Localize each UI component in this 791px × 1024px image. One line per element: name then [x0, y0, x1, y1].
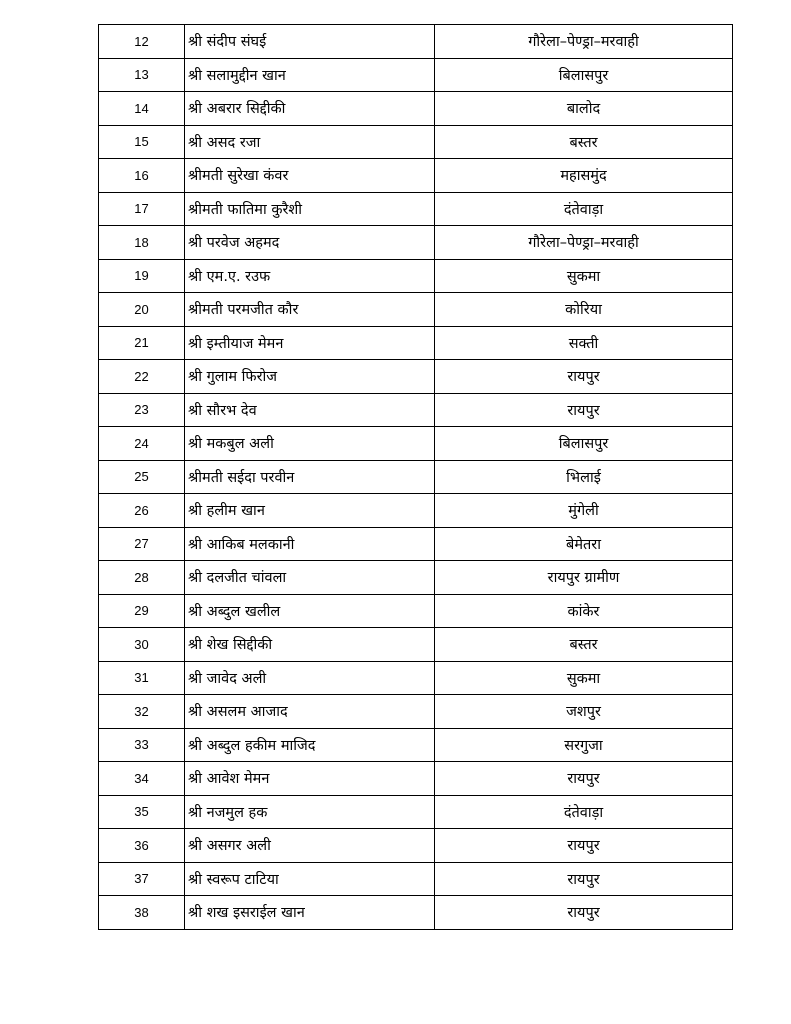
- name-cell: श्री मकबुल अली: [185, 427, 435, 461]
- name-cell: श्री आवेश मेमन: [185, 762, 435, 796]
- table-row: [99, 25, 733, 59]
- serial-number-cell: 33: [99, 728, 185, 762]
- name-cell: श्री इम्तीयाज मेमन: [185, 326, 435, 360]
- name-cell: श्रीमती परमजीत कौर: [185, 293, 435, 327]
- district-cell: सक्ती: [435, 326, 733, 360]
- district-cell: रायपुर ग्रामीण: [435, 561, 733, 595]
- serial-number-cell: 30: [99, 628, 185, 662]
- table-row: [99, 125, 733, 159]
- district-cell: सुकमा: [435, 259, 733, 293]
- district-cell: रायपुर: [435, 829, 733, 863]
- serial-number-cell: 23: [99, 393, 185, 427]
- district-cell: कोरिया: [435, 293, 733, 327]
- serial-number-cell: 31: [99, 661, 185, 695]
- name-cell: श्री नजमुल हक: [185, 795, 435, 829]
- serial-number-cell: 17: [99, 192, 185, 226]
- district-cell: सुकमा: [435, 661, 733, 695]
- table-row: [99, 259, 733, 293]
- district-cell: भिलाई: [435, 460, 733, 494]
- district-cell: रायपुर: [435, 360, 733, 394]
- serial-number-cell: 16: [99, 159, 185, 193]
- district-cell: गौरेला–पेण्ड्रा–मरवाही: [435, 25, 733, 59]
- serial-number-cell: 22: [99, 360, 185, 394]
- name-cell: श्री गुलाम फिरोज: [185, 360, 435, 394]
- serial-number-cell: 15: [99, 125, 185, 159]
- table-row: [99, 561, 733, 595]
- name-cell: श्री असद रजा: [185, 125, 435, 159]
- district-cell: मुंगेली: [435, 494, 733, 528]
- serial-number-cell: 26: [99, 494, 185, 528]
- table-row: [99, 226, 733, 260]
- serial-number-cell: 37: [99, 862, 185, 896]
- name-cell: श्री शेख सिद्दीकी: [185, 628, 435, 662]
- name-cell: श्री अब्दुल खलील: [185, 594, 435, 628]
- district-cell: बस्तर: [435, 628, 733, 662]
- district-cell: सरगुजा: [435, 728, 733, 762]
- table-row: [99, 360, 733, 394]
- serial-number-cell: 13: [99, 58, 185, 92]
- serial-number-cell: 34: [99, 762, 185, 796]
- table-row: [99, 862, 733, 896]
- district-cell: जशपुर: [435, 695, 733, 729]
- district-cell: रायपुर: [435, 896, 733, 930]
- table-row: [99, 594, 733, 628]
- table-row: [99, 762, 733, 796]
- district-cell: रायपुर: [435, 762, 733, 796]
- table-row: [99, 427, 733, 461]
- serial-number-cell: 14: [99, 92, 185, 126]
- table-row: [99, 460, 733, 494]
- name-cell: श्रीमती फातिमा कुरैशी: [185, 192, 435, 226]
- table-row: [99, 527, 733, 561]
- table-row: [99, 661, 733, 695]
- serial-number-cell: 24: [99, 427, 185, 461]
- name-cell: श्री एम.ए. रउफ: [185, 259, 435, 293]
- district-cell: गौरेला–पेण्ड्रा–मरवाही: [435, 226, 733, 260]
- district-cell: बस्तर: [435, 125, 733, 159]
- name-cell: श्री संदीप संघई: [185, 25, 435, 59]
- district-cell: बेमेतरा: [435, 527, 733, 561]
- table-row: [99, 393, 733, 427]
- table-row: [99, 628, 733, 662]
- name-cell: श्री जावेद अली: [185, 661, 435, 695]
- serial-number-cell: 38: [99, 896, 185, 930]
- table-row: [99, 92, 733, 126]
- serial-number-cell: 32: [99, 695, 185, 729]
- serial-number-cell: 29: [99, 594, 185, 628]
- table-row: [99, 159, 733, 193]
- name-cell: श्री आकिब मलकानी: [185, 527, 435, 561]
- table-row: [99, 326, 733, 360]
- name-cell: श्री अब्दुल हकीम माजिद: [185, 728, 435, 762]
- name-cell: श्री असलम आजाद: [185, 695, 435, 729]
- district-cell: बिलासपुर: [435, 58, 733, 92]
- name-cell: श्री हलीम खान: [185, 494, 435, 528]
- table-row: [99, 695, 733, 729]
- district-cell: बिलासपुर: [435, 427, 733, 461]
- name-cell: श्री सौरभ देव: [185, 393, 435, 427]
- table-row: [99, 293, 733, 327]
- serial-number-cell: 20: [99, 293, 185, 327]
- table-row: [99, 829, 733, 863]
- serial-number-cell: 36: [99, 829, 185, 863]
- name-cell: श्रीमती सुरेखा कंवर: [185, 159, 435, 193]
- district-cell: रायपुर: [435, 862, 733, 896]
- name-cell: श्री अबरार सिद्दीकी: [185, 92, 435, 126]
- serial-number-cell: 27: [99, 527, 185, 561]
- name-cell: श्री असगर अली: [185, 829, 435, 863]
- table-row: [99, 795, 733, 829]
- serial-number-cell: 12: [99, 25, 185, 59]
- table-row: [99, 728, 733, 762]
- district-cell: दंतेवाड़ा: [435, 192, 733, 226]
- member-list-body: [99, 25, 733, 930]
- district-cell: महासमुंद: [435, 159, 733, 193]
- district-cell: दंतेवाड़ा: [435, 795, 733, 829]
- table-row: [99, 494, 733, 528]
- table-row: [99, 896, 733, 930]
- serial-number-cell: 25: [99, 460, 185, 494]
- name-cell: श्री परवेज अहमद: [185, 226, 435, 260]
- district-cell: रायपुर: [435, 393, 733, 427]
- name-cell: श्रीमती सईदा परवीन: [185, 460, 435, 494]
- district-cell: कांकेर: [435, 594, 733, 628]
- serial-number-cell: 21: [99, 326, 185, 360]
- serial-number-cell: 35: [99, 795, 185, 829]
- name-cell: श्री स्वरूप टाटिया: [185, 862, 435, 896]
- district-cell: बालोद: [435, 92, 733, 126]
- table-row: [99, 192, 733, 226]
- name-cell: श्री शख इसराईल खान: [185, 896, 435, 930]
- serial-number-cell: 19: [99, 259, 185, 293]
- serial-number-cell: 18: [99, 226, 185, 260]
- name-cell: श्री सलामुद्दीन खान: [185, 58, 435, 92]
- table-row: [99, 58, 733, 92]
- serial-number-cell: 28: [99, 561, 185, 595]
- name-cell: श्री दलजीत चांवला: [185, 561, 435, 595]
- member-list-table: [98, 24, 733, 930]
